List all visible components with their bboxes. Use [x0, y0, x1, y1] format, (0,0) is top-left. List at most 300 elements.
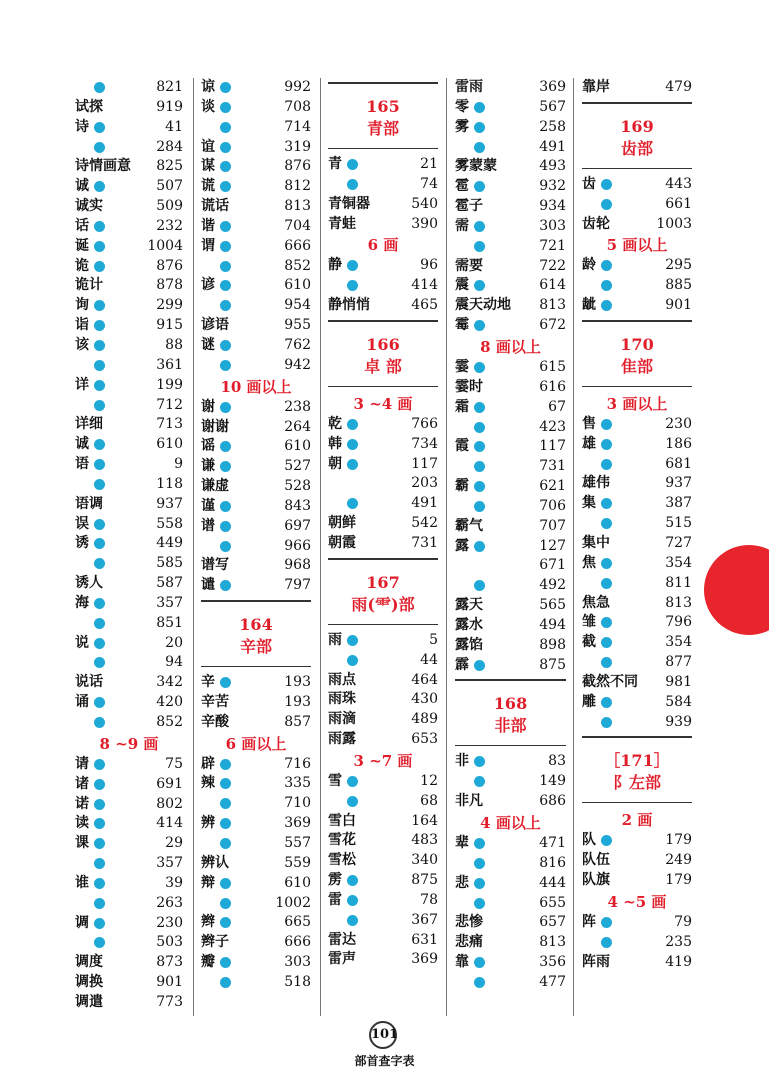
entry-page-number: 419	[665, 953, 692, 970]
entry-word: 谚语	[201, 317, 229, 334]
entry-page-number: 449	[156, 535, 183, 552]
entry-word: 焦急	[582, 594, 610, 611]
stroke-count-heading: 6 画	[367, 236, 399, 255]
entry-word: 露天	[455, 597, 483, 614]
pinyin-marker-icon	[220, 778, 231, 789]
index-entry	[201, 874, 311, 894]
entry-word: 诵	[75, 694, 89, 711]
index-entry	[75, 435, 183, 455]
entry-page-number: 939	[665, 713, 692, 730]
pinyin-marker-icon	[94, 759, 105, 770]
entry-page-number: 492	[539, 577, 566, 594]
entry-word: 阵	[582, 913, 596, 930]
entry-word: 诚实	[75, 198, 103, 215]
index-entry	[75, 693, 183, 713]
index-entry	[75, 775, 183, 795]
entry-page-number: 731	[539, 458, 566, 475]
entry-page-number: 559	[284, 854, 311, 871]
index-entry	[75, 854, 183, 874]
index-entry	[201, 237, 311, 257]
index-entry	[75, 455, 183, 475]
entry-page-number: 295	[665, 257, 692, 274]
pinyin-marker-icon	[601, 419, 612, 430]
entry-word: 霸气	[455, 517, 483, 534]
entry-page-number: 714	[284, 118, 311, 135]
entry-page-number: 303	[539, 217, 566, 234]
entry-word: 详	[75, 376, 89, 393]
entry-word: 露水	[455, 616, 483, 633]
pinyin-marker-icon	[601, 617, 612, 628]
index-entry	[328, 950, 438, 970]
index-entry	[75, 356, 183, 376]
entry-page-number: 493	[539, 158, 566, 175]
index-entry	[201, 693, 311, 713]
entry-word: 辛	[201, 674, 215, 691]
pinyin-marker-icon	[474, 541, 485, 552]
index-entry	[455, 517, 566, 537]
pinyin-marker-icon	[474, 898, 485, 909]
entry-word: 谐	[201, 217, 215, 234]
index-entry	[455, 556, 566, 576]
entry-word: 谦虚	[201, 478, 229, 495]
index-entry	[582, 653, 692, 673]
index-entry	[201, 517, 311, 537]
entry-page-number: 653	[411, 731, 438, 748]
pinyin-marker-icon	[474, 280, 485, 291]
entry-page-number: 299	[156, 297, 183, 314]
index-entry	[75, 316, 183, 336]
entry-page-number: 610	[284, 874, 311, 891]
entry-word: 该	[75, 336, 89, 353]
entry-word: 非	[455, 753, 469, 770]
entry-page-number: 117	[411, 455, 438, 472]
index-entry	[455, 894, 566, 914]
index-entry	[582, 913, 692, 933]
entry-page-number: 420	[156, 694, 183, 711]
entry-word: 雪松	[328, 852, 356, 869]
entry-word: 霹	[455, 656, 469, 673]
pinyin-marker-icon	[94, 558, 105, 569]
radical-name: 雨(⻗)部	[351, 594, 415, 614]
entry-page-number: 264	[284, 418, 311, 435]
radical-heading	[328, 558, 438, 625]
entry-word: 需	[455, 217, 469, 234]
entry-page-number: 706	[539, 497, 566, 514]
entry-page-number: 697	[284, 517, 311, 534]
stroke-count-heading: 8 ~9 画	[99, 734, 159, 753]
entry-word: 辨	[201, 815, 215, 832]
entry-word: 雨	[328, 631, 342, 648]
entry-page-number: 587	[156, 575, 183, 592]
index-entry	[582, 415, 692, 435]
entry-page-number: 610	[156, 436, 183, 453]
entry-page-number: 610	[284, 438, 311, 455]
pinyin-marker-icon	[347, 179, 358, 190]
entry-page-number: 813	[539, 934, 566, 951]
radical-heading	[328, 320, 438, 387]
entry-word: 辛酸	[201, 713, 229, 730]
index-entry	[201, 913, 311, 933]
entry-page-number: 557	[284, 835, 311, 851]
index-entry	[75, 814, 183, 834]
index-entry	[455, 157, 566, 177]
entry-page-number: 527	[284, 458, 311, 475]
entry-page-number: 414	[411, 277, 438, 294]
entry-word: 霸	[455, 478, 469, 495]
index-entry	[455, 913, 566, 933]
index-entry	[328, 671, 438, 691]
footer-title: 部首查字表	[354, 1054, 415, 1068]
pinyin-marker-icon	[474, 320, 485, 331]
entry-page-number: 303	[284, 954, 311, 971]
entry-word: 诗	[75, 118, 89, 135]
entry-word: 读	[75, 815, 89, 832]
index-entry	[455, 418, 566, 438]
entry-word: 瓣	[201, 954, 215, 971]
entry-page-number: 68	[420, 792, 438, 809]
entry-page-number: 21	[420, 156, 438, 172]
index-entry	[201, 217, 311, 237]
pinyin-marker-icon	[94, 598, 105, 609]
index-entry	[75, 673, 183, 693]
entry-page-number: 852	[284, 257, 311, 274]
entry-page-number: 193	[284, 674, 311, 691]
entry-word: 震	[455, 277, 469, 294]
entry-word: 雄伟	[582, 475, 610, 492]
index-entry	[201, 78, 311, 98]
index-entry	[455, 237, 566, 257]
index-entry	[582, 215, 692, 235]
index-entry	[328, 911, 438, 931]
entry-word: 非凡	[455, 793, 483, 810]
index-entry	[455, 933, 566, 953]
entry-page-number: 773	[156, 993, 183, 1010]
entry-page-number: 721	[539, 237, 566, 254]
entry-page-number: 203	[411, 475, 438, 492]
index-entry	[75, 296, 183, 316]
entry-page-number: 821	[156, 79, 183, 95]
index-entry	[75, 554, 183, 574]
pinyin-marker-icon	[94, 638, 105, 649]
entry-word: 谜	[201, 336, 215, 353]
entry-page-number: 797	[284, 577, 311, 594]
entry-page-number: 710	[284, 795, 311, 812]
index-entry	[328, 891, 438, 911]
index-entry	[328, 215, 438, 235]
index-entry	[75, 933, 183, 953]
entry-page-number: 249	[665, 852, 692, 869]
index-entry	[455, 217, 566, 237]
side-thumb-tab[interactable]	[704, 545, 769, 635]
entry-page-number: 802	[156, 795, 183, 812]
index-entry	[455, 78, 566, 98]
index-entry	[328, 514, 438, 534]
index-entry	[328, 851, 438, 871]
entry-page-number: 686	[539, 793, 566, 810]
pinyin-marker-icon	[474, 776, 485, 787]
pinyin-marker-icon	[474, 221, 485, 232]
entry-page-number: 616	[539, 378, 566, 395]
index-entry	[328, 812, 438, 832]
pinyin-marker-icon	[220, 82, 231, 93]
index-entry	[75, 495, 183, 515]
entry-page-number: 88	[165, 336, 183, 353]
pinyin-marker-icon	[347, 159, 358, 170]
index-entry	[582, 514, 692, 534]
entry-page-number: 843	[284, 497, 311, 514]
pinyin-marker-icon	[474, 878, 485, 889]
column-divider	[193, 78, 194, 1016]
pinyin-marker-icon	[220, 957, 231, 968]
entry-word: 诱人	[75, 575, 103, 592]
entry-word: 误	[75, 515, 89, 532]
pinyin-marker-icon	[220, 441, 231, 452]
pinyin-marker-icon	[601, 439, 612, 450]
index-entry	[582, 574, 692, 594]
pinyin-marker-icon	[94, 898, 105, 909]
index-entry	[455, 138, 566, 158]
radical-name: 齿部	[620, 138, 653, 158]
stroke-count-heading: 8 画以上	[480, 337, 541, 356]
entry-word: 谴	[201, 577, 215, 594]
entry-word: 辈	[455, 835, 469, 851]
entry-page-number: 186	[665, 435, 692, 452]
entry-page-number: 12	[420, 772, 438, 789]
entry-word: 乾	[328, 415, 342, 432]
pinyin-marker-icon	[601, 937, 612, 948]
entry-page-number: 361	[156, 356, 183, 373]
stroke-count-heading: 3 ~7 画	[353, 751, 413, 770]
entry-word: 朝霞	[328, 534, 356, 551]
pinyin-marker-icon	[94, 122, 105, 133]
pinyin-marker-icon	[474, 858, 485, 869]
stroke-count-heading: 3 ~4 画	[353, 394, 413, 413]
entry-word: 课	[75, 835, 89, 852]
entry-page-number: 885	[665, 277, 692, 294]
entry-page-number: 766	[411, 415, 438, 432]
pinyin-marker-icon	[601, 697, 612, 708]
index-entry	[201, 437, 311, 457]
entry-page-number: 734	[411, 435, 438, 452]
index-entry	[75, 614, 183, 634]
entry-word: 辛苦	[201, 693, 229, 710]
pinyin-marker-icon	[220, 340, 231, 351]
entry-page-number: 762	[284, 336, 311, 353]
entry-word: 辫	[201, 914, 215, 931]
entry-word: 调遣	[75, 993, 103, 1010]
entry-word: 辩	[201, 874, 215, 891]
entry-word: 雹	[455, 178, 469, 195]
entry-word: 雾蒙蒙	[455, 158, 497, 175]
index-entry	[328, 631, 438, 651]
column-divider	[446, 78, 447, 1016]
entry-page-number: 354	[665, 554, 692, 571]
index-entry	[582, 455, 692, 475]
radical-heading	[201, 600, 311, 667]
pinyin-marker-icon	[347, 875, 358, 886]
radical-number: 165	[366, 97, 400, 116]
pinyin-marker-icon	[220, 917, 231, 928]
index-entry	[455, 854, 566, 874]
index-entry	[75, 534, 183, 554]
index-entry	[328, 494, 438, 514]
pinyin-marker-icon	[601, 260, 612, 271]
entry-page-number: 319	[284, 138, 311, 155]
index-entry	[75, 376, 183, 396]
entry-page-number: 968	[284, 557, 311, 574]
index-entry	[455, 276, 566, 296]
pinyin-marker-icon	[474, 957, 485, 968]
radical-name: 非部	[494, 716, 527, 736]
entry-page-number: 966	[284, 537, 311, 554]
entry-page-number: 117	[539, 438, 566, 455]
entry-page-number: 258	[539, 118, 566, 135]
index-entry	[455, 874, 566, 894]
pinyin-marker-icon	[94, 838, 105, 849]
entry-page-number: 369	[539, 79, 566, 95]
entry-page-number: 79	[674, 913, 692, 930]
pinyin-marker-icon	[94, 400, 105, 411]
column-1	[75, 78, 183, 1013]
entry-word: 说	[75, 634, 89, 651]
index-entry	[201, 953, 311, 973]
entry-word: 海	[75, 594, 89, 611]
index-entry	[75, 257, 183, 277]
entry-word: 焦	[582, 554, 596, 571]
pinyin-marker-icon	[474, 102, 485, 113]
index-entry	[455, 616, 566, 636]
entry-word: 谅	[201, 79, 215, 95]
index-entry	[455, 177, 566, 197]
index-entry	[582, 831, 692, 851]
index-entry	[582, 613, 692, 633]
index-entry	[75, 993, 183, 1013]
radical-number: 167	[366, 572, 400, 592]
entry-page-number: 67	[548, 398, 566, 415]
pinyin-marker-icon	[474, 756, 485, 767]
entry-word: 售	[582, 415, 596, 432]
entry-page-number: 875	[539, 656, 566, 673]
pinyin-marker-icon	[347, 439, 358, 450]
index-entry	[455, 953, 566, 973]
index-entry	[455, 497, 566, 517]
entry-page-number: 390	[411, 215, 438, 232]
entry-word: 谢	[201, 398, 215, 415]
entry-word: 霜	[455, 398, 469, 415]
entry-page-number: 942	[284, 356, 311, 373]
pinyin-marker-icon	[94, 818, 105, 829]
index-entry	[201, 556, 311, 576]
index-entry	[582, 534, 692, 554]
entry-word: 说话	[75, 674, 103, 691]
index-entry	[455, 537, 566, 557]
entry-word: 语	[75, 456, 89, 473]
entry-page-number: 342	[156, 674, 183, 691]
pinyin-marker-icon	[94, 82, 105, 93]
entry-page-number: 713	[156, 416, 183, 433]
index-entry	[328, 651, 438, 671]
pinyin-marker-icon	[474, 580, 485, 591]
entry-page-number: 149	[539, 773, 566, 790]
radical-number: 168	[493, 694, 528, 714]
radical-number: 164	[239, 615, 273, 635]
index-entry	[201, 774, 311, 794]
entry-word: 谦	[201, 458, 215, 475]
index-entry	[582, 933, 692, 953]
index-entry	[582, 175, 692, 195]
index-entry	[75, 197, 183, 217]
entry-word: 谱写	[201, 557, 229, 574]
index-entry	[201, 497, 311, 517]
pinyin-marker-icon	[220, 501, 231, 512]
entry-word: 需要	[455, 257, 483, 274]
index-entry	[201, 157, 311, 177]
index-entry	[75, 177, 183, 197]
entry-word: 静	[328, 257, 342, 274]
index-entry	[582, 594, 692, 614]
entry-page-number: 230	[156, 914, 183, 931]
index-entry	[455, 398, 566, 418]
index-entry	[328, 534, 438, 554]
pinyin-marker-icon	[94, 697, 105, 708]
pinyin-marker-icon	[220, 102, 231, 113]
entry-word: 雨露	[328, 731, 356, 748]
entry-page-number: 443	[665, 175, 692, 192]
index-entry	[201, 814, 311, 834]
stroke-count-heading: 6 画以上	[225, 734, 287, 753]
entry-page-number: 1004	[147, 237, 183, 254]
pinyin-marker-icon	[220, 838, 231, 849]
entry-page-number: 528	[284, 478, 311, 495]
page-number: 101	[369, 1021, 397, 1049]
entry-word: 雄	[582, 435, 596, 452]
entry-word: 悲惨	[455, 914, 483, 931]
entry-page-number: 876	[156, 257, 183, 274]
entry-word: 雷声	[328, 951, 356, 968]
pinyin-marker-icon	[94, 918, 105, 929]
index-entry	[75, 118, 183, 138]
pinyin-marker-icon	[94, 142, 105, 153]
entry-page-number: 494	[539, 616, 566, 633]
entry-page-number: 1002	[275, 894, 311, 911]
entry-page-number: 672	[539, 317, 566, 334]
entry-page-number: 932	[539, 178, 566, 195]
entry-word: 雷达	[328, 931, 356, 948]
index-entry	[201, 177, 311, 197]
pinyin-marker-icon	[220, 898, 231, 909]
pinyin-marker-icon	[220, 977, 231, 988]
entry-page-number: 232	[156, 217, 183, 234]
radical-number: ［171］	[604, 751, 670, 771]
entry-page-number: 369	[411, 951, 438, 968]
pinyin-marker-icon	[347, 498, 358, 509]
entry-page-number: 127	[539, 537, 566, 554]
index-entry	[75, 138, 183, 158]
pinyin-marker-icon	[94, 380, 105, 391]
pinyin-marker-icon	[474, 362, 485, 373]
radical-name: 青部	[366, 119, 399, 138]
index-entry	[201, 138, 311, 158]
entry-page-number: 367	[411, 911, 438, 928]
pinyin-marker-icon	[601, 280, 612, 291]
pinyin-marker-icon	[601, 717, 612, 728]
pinyin-marker-icon	[347, 635, 358, 646]
pinyin-marker-icon	[94, 618, 105, 629]
entry-word: 龄	[582, 257, 596, 274]
entry-page-number: 665	[284, 914, 311, 931]
entry-word: 诡	[75, 257, 89, 274]
radical-number: 166	[366, 334, 400, 354]
